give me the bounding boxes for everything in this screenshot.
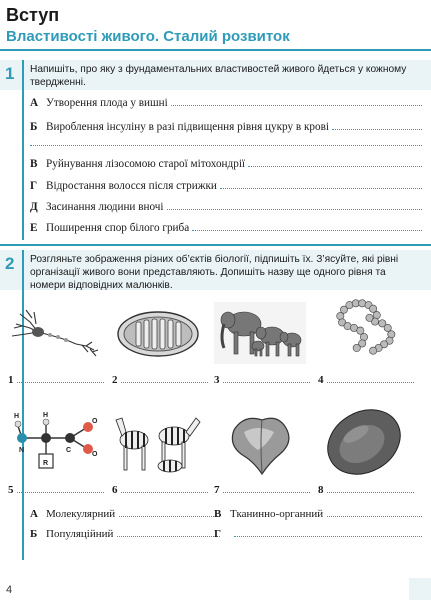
statement-text: Вироблення інсуліну в разі підвищення рівня цукру в крові (46, 121, 329, 133)
answer-line[interactable] (327, 484, 415, 493)
level-letter: Г (214, 528, 221, 540)
task-2-prompt: Розгляньте зображення різних об’єктів біології, підпишіть їх. З’ясуйте, які рівні організації живого вони представляють. Допишіть назву ще одного рівня та номери відповідних малюнків. (30, 254, 399, 291)
picture-label[interactable] (112, 484, 208, 498)
picture-number: 8 (318, 484, 324, 496)
statement-text: Утворення плода у вишні (46, 97, 168, 109)
answer-line[interactable] (121, 484, 209, 493)
picture-label[interactable] (214, 484, 310, 498)
level-name: Тканинно-органний (230, 508, 324, 520)
statement-row[interactable] (30, 179, 422, 195)
picture-number: 6 (112, 484, 118, 496)
task-1-prompt: Напишіть, про яку з фундаментальних властивостей живого йдеться у кожному твердженні. (30, 64, 407, 88)
red-blood-cell-icon (318, 404, 410, 480)
level-name: Молекулярний (46, 508, 116, 520)
elephants-icon (214, 302, 306, 364)
statement-text: Засинання людини вночі (46, 201, 164, 213)
atom-label-o: O (92, 451, 98, 458)
statement-row[interactable] (30, 157, 422, 173)
lesson-title: Властивості живого. Сталий розвиток (6, 28, 290, 45)
level-letter: А (30, 508, 38, 520)
atom-label-h: H (14, 413, 20, 420)
answer-line[interactable] (17, 484, 105, 493)
picture-label[interactable] (214, 374, 310, 388)
statement-row[interactable] (30, 200, 422, 216)
statement-text: Руйнування лізосомою старої мітохондрії (46, 158, 246, 170)
statement-letter: В (30, 158, 38, 170)
picture-label[interactable] (318, 484, 414, 498)
picture-label[interactable] (112, 374, 208, 388)
statement-row[interactable] (30, 96, 422, 112)
answer-line[interactable] (119, 508, 220, 517)
atom-label-c: C (66, 447, 72, 454)
level-row[interactable] (214, 508, 422, 524)
protein-chain-icon (318, 296, 410, 358)
level-row[interactable] (214, 528, 422, 544)
picture-label[interactable] (318, 374, 414, 388)
statement-letter: Б (30, 121, 38, 133)
picture-number: 2 (112, 374, 118, 386)
answer-line[interactable] (234, 528, 422, 537)
section-title: Вступ (6, 5, 60, 25)
amino-acid-icon (8, 410, 100, 482)
zebras-icon (112, 410, 204, 480)
answer-line[interactable] (220, 179, 422, 189)
statement-row[interactable] (30, 221, 422, 237)
picture-number: 5 (8, 484, 14, 496)
statement-text: Відростання волосся після стрижки (46, 180, 217, 192)
mitochondrion-icon (112, 302, 204, 364)
task-1-bar (22, 60, 24, 240)
level-letter: В (214, 508, 222, 520)
answer-line[interactable] (223, 484, 311, 493)
level-row[interactable] (30, 528, 220, 544)
corner-decoration (409, 578, 431, 600)
atom-label-h: H (43, 412, 49, 419)
picture-number: 1 (8, 374, 14, 386)
neuron-icon (8, 302, 100, 364)
answer-line[interactable] (30, 136, 422, 146)
atom-label-o: O (92, 418, 98, 425)
statement-letter: Д (30, 201, 38, 213)
level-row[interactable] (30, 508, 220, 524)
atom-label-n: N (19, 447, 25, 454)
task-1-number: 1 (5, 64, 15, 83)
picture-number: 4 (318, 374, 324, 386)
organ-icon (214, 410, 306, 480)
level-letter: Б (30, 528, 38, 540)
answer-line[interactable] (192, 221, 422, 231)
title-rule (0, 49, 431, 51)
answer-line[interactable] (327, 508, 422, 517)
answer-line[interactable] (248, 157, 422, 167)
answer-line[interactable] (17, 374, 105, 383)
answer-line[interactable] (332, 120, 422, 130)
picture-label[interactable] (8, 484, 104, 498)
answer-line[interactable] (223, 374, 311, 383)
level-name: Популяційний (46, 528, 114, 540)
statement-letter: Г (30, 180, 38, 192)
statement-letter: А (30, 97, 39, 109)
atom-label-r: R (43, 460, 49, 467)
answer-line[interactable] (121, 374, 209, 383)
answer-line[interactable] (117, 528, 220, 537)
task-2-bar (22, 250, 24, 560)
statement-row[interactable] (30, 120, 422, 136)
answer-line[interactable] (327, 374, 415, 383)
task-separator (0, 244, 431, 246)
answer-line[interactable] (167, 200, 422, 210)
page-number: 4 (6, 584, 13, 596)
answer-line[interactable] (171, 96, 422, 106)
statement-letter: Е (30, 222, 38, 234)
picture-number: 3 (214, 374, 220, 386)
task-2-number: 2 (5, 254, 15, 273)
statement-text: Поширення спор білого гриба (46, 222, 190, 234)
picture-number: 7 (214, 484, 220, 496)
statement-continuation[interactable] (30, 136, 422, 152)
picture-label[interactable] (8, 374, 104, 388)
